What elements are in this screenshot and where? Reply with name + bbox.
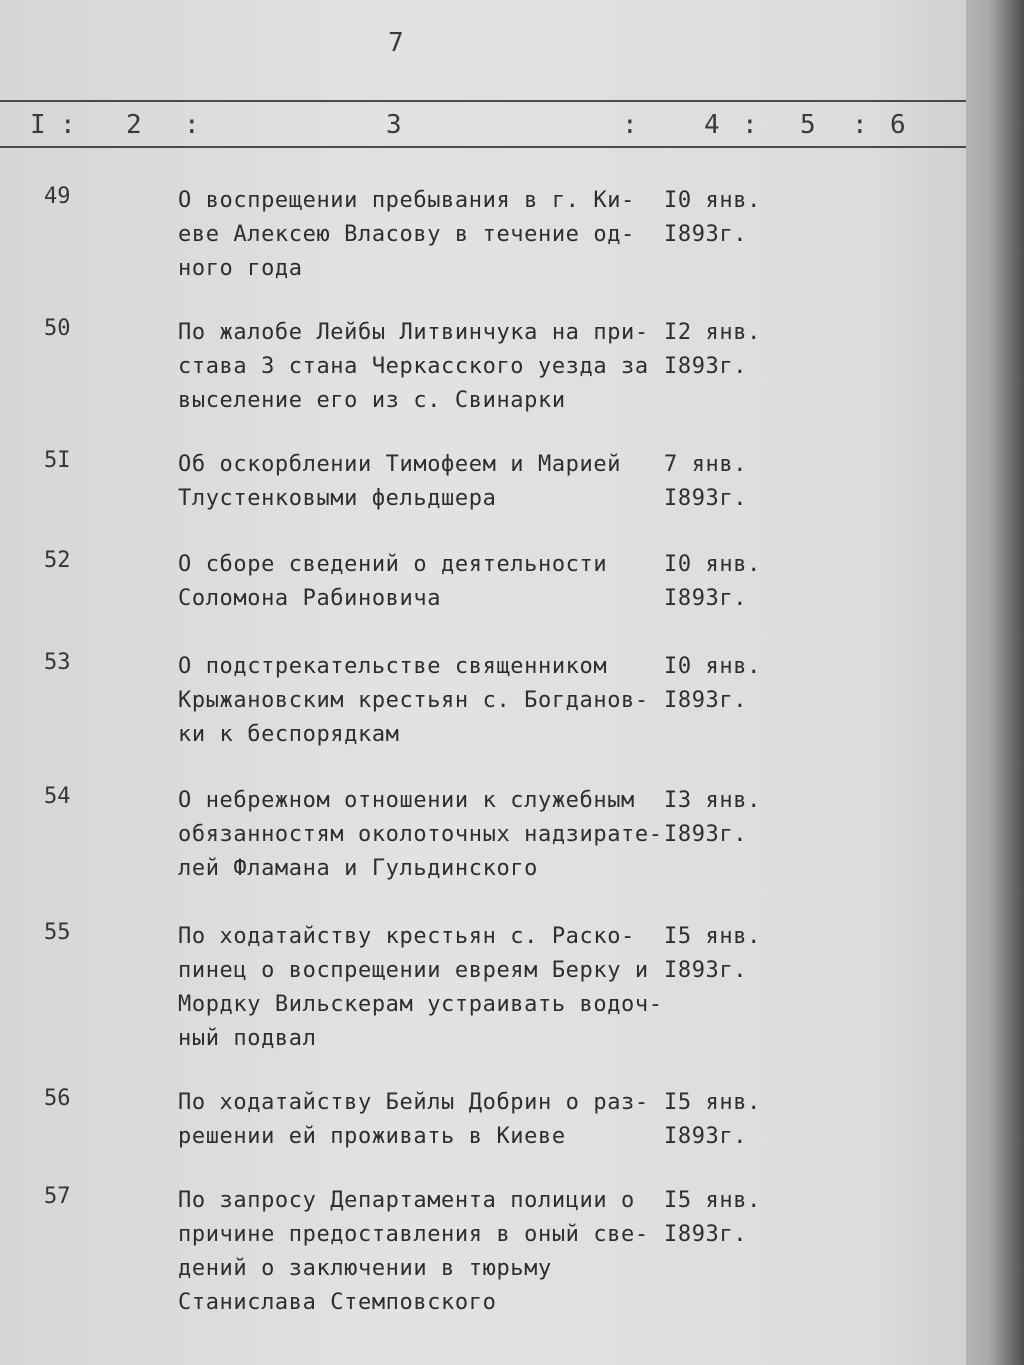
case-date	[664, 184, 761, 252]
case-date-day: I5 янв.	[664, 924, 761, 949]
case-title-line: По запросу Департамента полиции о	[178, 1188, 635, 1213]
case-title-line: О сборе сведений о деятельности	[178, 552, 608, 577]
column-separator: :	[184, 110, 200, 140]
case-title-line: ный подвал	[178, 1026, 317, 1051]
case-date	[664, 1184, 761, 1252]
case-date	[664, 316, 761, 384]
case-number: 50	[44, 316, 71, 341]
case-number: 56	[44, 1086, 71, 1111]
case-title	[178, 1086, 668, 1154]
case-date-day: 7 янв.	[664, 452, 748, 477]
case-title-line: лей Фламана и Гульдинского	[178, 856, 538, 881]
column-separator: :	[852, 110, 868, 140]
case-title-line: О подстрекательстве священником	[178, 654, 608, 679]
case-number: 57	[44, 1184, 71, 1209]
column-header-4: 4	[704, 110, 720, 140]
case-title-line: Соломона Рабиновича	[178, 586, 442, 611]
column-header-1: I	[30, 110, 46, 140]
case-number: 53	[44, 650, 71, 675]
case-date-day: I0 янв.	[664, 552, 761, 577]
case-date-day: I0 янв.	[664, 654, 761, 679]
case-title-line: По жалобе Лейбы Литвинчука на при-	[178, 320, 649, 345]
case-number: 5I	[44, 448, 71, 473]
case-title-line: Тлустенковыми фельдшера	[178, 486, 497, 511]
case-title-line: еве Алексею Власову в течение од-	[178, 222, 635, 247]
case-title-line: По ходатайству крестьян с. Раско-	[178, 924, 635, 949]
case-title-line: пинец о воспрещении евреям Берку и	[178, 958, 649, 983]
case-date-year: I893г.	[664, 1222, 748, 1247]
case-number: 49	[44, 184, 71, 209]
case-date-year: I893г.	[664, 822, 748, 847]
case-title-line: става 3 стана Черкасского уезда за	[178, 354, 649, 379]
case-number: 52	[44, 548, 71, 573]
case-title-line: Об оскорблении Тимофеем и Марией	[178, 452, 622, 477]
case-date	[664, 650, 761, 718]
case-date-day: I3 янв.	[664, 788, 761, 813]
case-title	[178, 448, 668, 516]
case-title-line: По ходатайству Бейлы Добрин о раз-	[178, 1090, 649, 1115]
column-header-6: 6	[890, 110, 906, 140]
case-date	[664, 448, 747, 516]
case-date-day: I2 янв.	[664, 320, 761, 345]
case-date-year: I893г.	[664, 222, 748, 247]
case-date-year: I893г.	[664, 1124, 748, 1149]
case-title-line: дений о заключении в тюрьму	[178, 1256, 552, 1281]
case-title-line: Крыжановским крестьян с. Богданов-	[178, 688, 649, 713]
case-date-day: I5 янв.	[664, 1090, 761, 1115]
case-date-year: I893г.	[664, 586, 748, 611]
case-date	[664, 784, 761, 852]
case-number: 55	[44, 920, 71, 945]
case-date	[664, 548, 761, 616]
case-date-day: I5 янв.	[664, 1188, 761, 1213]
case-date-day: I0 янв.	[664, 188, 761, 213]
case-title-line: решении ей проживать в Киеве	[178, 1124, 566, 1149]
column-separator: :	[60, 110, 76, 140]
column-separator: :	[622, 110, 638, 140]
case-title	[178, 548, 668, 616]
column-header-3: 3	[386, 110, 402, 140]
case-title-line: ного года	[178, 256, 303, 281]
case-title	[178, 1184, 668, 1320]
case-number: 54	[44, 784, 71, 809]
case-date	[664, 920, 761, 988]
case-title-line: причине предоставления в оный све-	[178, 1222, 649, 1247]
header-rule-top	[0, 100, 966, 102]
case-title	[178, 784, 668, 886]
case-title-line: обязанностям околоточных надзирате-	[178, 822, 663, 847]
header-rule-bottom	[0, 146, 966, 148]
case-title-line: Станислава Стемповского	[178, 1290, 497, 1315]
case-title-line: выселение его из с. Свинарки	[178, 388, 566, 413]
case-title-line: Мордку Вильскерам устраивать водоч-	[178, 992, 663, 1017]
case-title	[178, 920, 668, 1056]
case-title	[178, 184, 668, 286]
column-header-5: 5	[800, 110, 816, 140]
case-date-year: I893г.	[664, 688, 748, 713]
case-title-line: О воспрещении пребывания в г. Ки-	[178, 188, 635, 213]
case-title-line: ки к беспорядкам	[178, 722, 400, 747]
case-date-year: I893г.	[664, 958, 748, 983]
case-title	[178, 316, 668, 418]
case-title-line: О небрежном отношении к служебным	[178, 788, 635, 813]
case-date-year: I893г.	[664, 354, 748, 379]
column-separator: :	[742, 110, 758, 140]
case-date-year: I893г.	[664, 486, 748, 511]
page-edge-shadow	[966, 0, 1024, 1365]
page-number: 7	[388, 28, 405, 58]
column-header-2: 2	[126, 110, 142, 140]
case-title	[178, 650, 668, 752]
case-date	[664, 1086, 761, 1154]
